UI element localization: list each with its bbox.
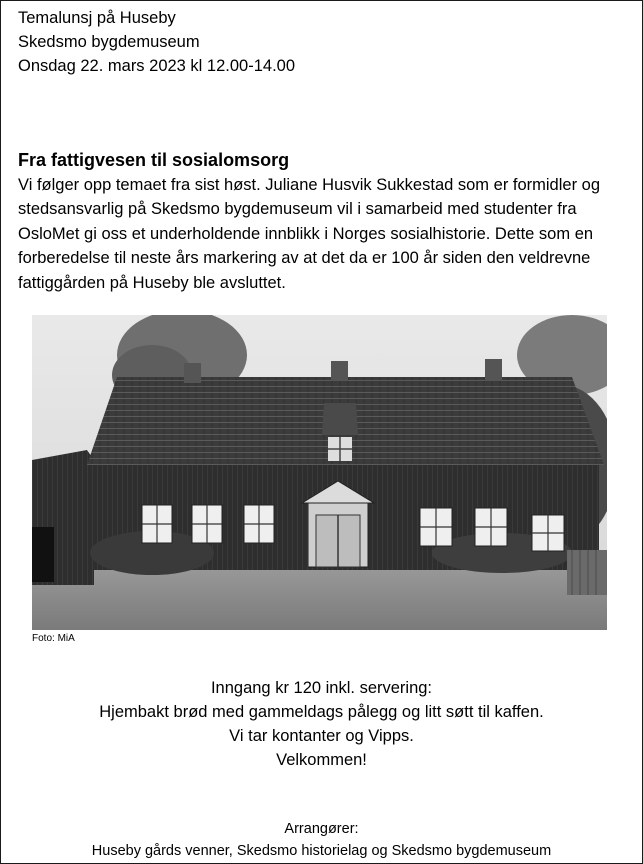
farmhouse-photo <box>32 315 607 630</box>
payment-text: Vi tar kontanter og Vipps. <box>229 727 414 745</box>
photo-caption: Foto: MiA <box>32 633 75 644</box>
event-title: Temalunsj på Huseby <box>18 9 176 27</box>
admission-info <box>0 676 643 772</box>
organizers-names: Huseby gårds venner, Skedsmo historielag og Skedsmo bygdemuseum <box>91 843 552 859</box>
admission-price: Inngang kr 120 inkl. servering: <box>210 679 433 697</box>
event-header <box>18 6 295 78</box>
refreshments-text: Hjembakt brød med gammeldags pålegg og litt søtt til kaffen. <box>99 703 544 721</box>
event-venue: Skedsmo bygdemuseum <box>18 33 200 51</box>
article-title: Fra fattigvesen til sosialomsorg <box>18 150 290 170</box>
organizers-block <box>0 818 643 862</box>
welcome-text: Velkommen! <box>276 751 367 769</box>
organizers-label: Arrangører: <box>284 821 359 837</box>
article-body: Vi følger opp temaet fra sist høst. Juliane Husvik Sukkestad som er formidler og stedsansvarlig på Skedsmo bygdemuseum vil i samarbeid med studenter fra OsloMet gi oss et underholdende innblikk i Norges sosialhistorie. Dette som en forberedelse til neste års markering av at det da er 100 år siden den veldrevne fattiggården på Huseby ble avsluttet. <box>18 176 601 292</box>
event-datetime: Onsdag 22. mars 2023 kl 12.00-14.00 <box>18 57 296 75</box>
